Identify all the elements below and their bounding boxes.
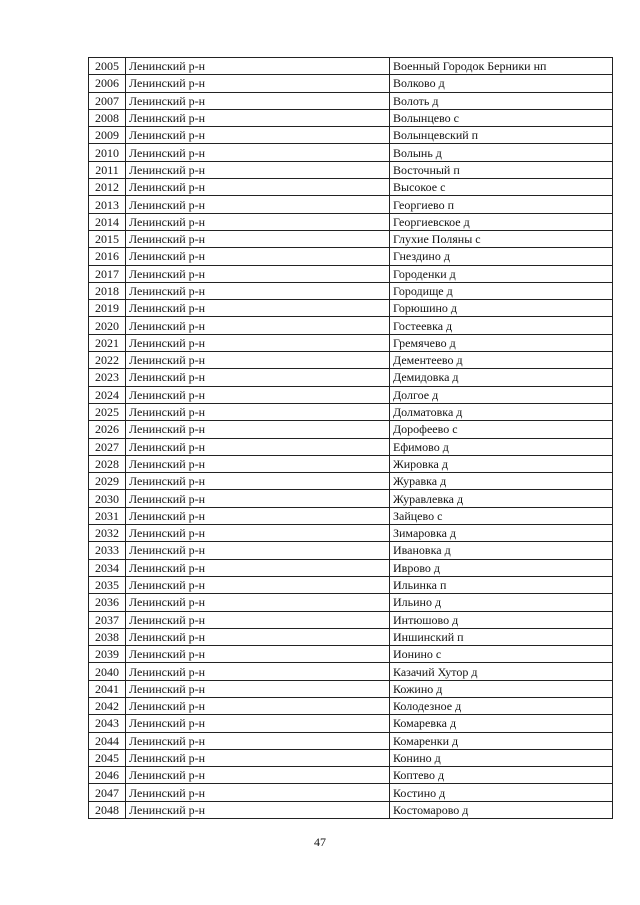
settlements-table — [88, 57, 613, 819]
table-row — [89, 421, 613, 438]
table-row — [89, 767, 613, 784]
district-cell: Ленинский р-н — [126, 282, 390, 299]
district-cell: Ленинский р-н — [126, 438, 390, 455]
district-cell: Ленинский р-н — [126, 352, 390, 369]
table-row — [89, 403, 613, 420]
table-row — [89, 282, 613, 299]
district-cell: Ленинский р-н — [126, 403, 390, 420]
settlement-cell: Дорофеево с — [390, 421, 613, 438]
settlement-cell: Колодезное д — [390, 697, 613, 714]
table-row — [89, 438, 613, 455]
table-row — [89, 265, 613, 282]
district-cell: Ленинский р-н — [126, 542, 390, 559]
district-cell: Ленинский р-н — [126, 628, 390, 645]
settlement-cell: Глухие Поляны с — [390, 230, 613, 247]
row-number-cell: 2009 — [89, 127, 126, 144]
table-row — [89, 801, 613, 818]
table-row — [89, 161, 613, 178]
district-cell: Ленинский р-н — [126, 75, 390, 92]
row-number-cell: 2035 — [89, 576, 126, 593]
table-row — [89, 248, 613, 265]
table-row — [89, 213, 613, 230]
row-number-cell: 2026 — [89, 421, 126, 438]
table-row — [89, 628, 613, 645]
district-cell: Ленинский р-н — [126, 663, 390, 680]
row-number-cell: 2008 — [89, 109, 126, 126]
row-number-cell: 2023 — [89, 369, 126, 386]
settlement-cell: Зайцево с — [390, 507, 613, 524]
row-number-cell: 2045 — [89, 749, 126, 766]
district-cell: Ленинский р-н — [126, 127, 390, 144]
table-row — [89, 334, 613, 351]
table-row — [89, 386, 613, 403]
settlement-cell: Высокое с — [390, 179, 613, 196]
district-cell: Ленинский р-н — [126, 334, 390, 351]
row-number-cell: 2012 — [89, 179, 126, 196]
row-number-cell: 2010 — [89, 144, 126, 161]
settlement-cell: Долгое д — [390, 386, 613, 403]
table-row — [89, 507, 613, 524]
district-cell: Ленинский р-н — [126, 715, 390, 732]
row-number-cell: 2039 — [89, 646, 126, 663]
district-cell: Ленинский р-н — [126, 421, 390, 438]
table-row — [89, 127, 613, 144]
district-cell: Ленинский р-н — [126, 369, 390, 386]
settlement-cell: Журавлевка д — [390, 490, 613, 507]
table-row — [89, 230, 613, 247]
settlement-cell: Ильино д — [390, 594, 613, 611]
settlement-cell: Журавка д — [390, 473, 613, 490]
district-cell: Ленинский р-н — [126, 646, 390, 663]
district-cell: Ленинский р-н — [126, 697, 390, 714]
settlement-cell: Костино д — [390, 784, 613, 801]
settlement-cell: Гостеевка д — [390, 317, 613, 334]
page-number: 47 — [314, 835, 326, 849]
settlement-cell: Кожино д — [390, 680, 613, 697]
table-row — [89, 611, 613, 628]
settlement-cell: Георгиевское д — [390, 213, 613, 230]
settlement-cell: Конино д — [390, 749, 613, 766]
row-number-cell: 2013 — [89, 196, 126, 213]
table-row — [89, 559, 613, 576]
district-cell: Ленинский р-н — [126, 680, 390, 697]
table-row — [89, 680, 613, 697]
settlement-cell: Демидовка д — [390, 369, 613, 386]
district-cell: Ленинский р-н — [126, 784, 390, 801]
row-number-cell: 2036 — [89, 594, 126, 611]
settlement-cell: Ионино с — [390, 646, 613, 663]
district-cell: Ленинский р-н — [126, 386, 390, 403]
district-cell: Ленинский р-н — [126, 92, 390, 109]
settlement-cell: Волынцевский п — [390, 127, 613, 144]
row-number-cell: 2025 — [89, 403, 126, 420]
row-number-cell: 2018 — [89, 282, 126, 299]
row-number-cell: 2033 — [89, 542, 126, 559]
district-cell: Ленинский р-н — [126, 525, 390, 542]
table-row — [89, 594, 613, 611]
table-row — [89, 352, 613, 369]
settlement-cell: Ильинка п — [390, 576, 613, 593]
row-number-cell: 2030 — [89, 490, 126, 507]
district-cell: Ленинский р-н — [126, 594, 390, 611]
settlement-cell: Зимаровка д — [390, 525, 613, 542]
district-cell: Ленинский р-н — [126, 507, 390, 524]
table-row — [89, 715, 613, 732]
row-number-cell: 2021 — [89, 334, 126, 351]
row-number-cell: 2034 — [89, 559, 126, 576]
settlement-cell: Городенки д — [390, 265, 613, 282]
settlement-cell: Интюшово д — [390, 611, 613, 628]
table-row — [89, 490, 613, 507]
row-number-cell: 2040 — [89, 663, 126, 680]
row-number-cell: 2014 — [89, 213, 126, 230]
row-number-cell: 2048 — [89, 801, 126, 818]
settlement-cell: Гнездино д — [390, 248, 613, 265]
table-row — [89, 749, 613, 766]
row-number-cell: 2015 — [89, 230, 126, 247]
settlement-cell: Ивановка д — [390, 542, 613, 559]
district-cell: Ленинский р-н — [126, 161, 390, 178]
row-number-cell: 2038 — [89, 628, 126, 645]
district-cell: Ленинский р-н — [126, 317, 390, 334]
row-number-cell: 2037 — [89, 611, 126, 628]
settlement-cell: Гремячево д — [390, 334, 613, 351]
settlement-cell: Иншинский п — [390, 628, 613, 645]
table-row — [89, 646, 613, 663]
district-cell: Ленинский р-н — [126, 732, 390, 749]
row-number-cell: 2028 — [89, 455, 126, 472]
row-number-cell: 2011 — [89, 161, 126, 178]
row-number-cell: 2017 — [89, 265, 126, 282]
row-number-cell: 2029 — [89, 473, 126, 490]
settlement-cell: Дементеево д — [390, 352, 613, 369]
district-cell: Ленинский р-н — [126, 559, 390, 576]
settlement-cell: Городище д — [390, 282, 613, 299]
district-cell: Ленинский р-н — [126, 749, 390, 766]
district-cell: Ленинский р-н — [126, 611, 390, 628]
row-number-cell: 2042 — [89, 697, 126, 714]
table-row — [89, 300, 613, 317]
district-cell: Ленинский р-н — [126, 265, 390, 282]
district-cell: Ленинский р-н — [126, 767, 390, 784]
settlement-cell: Волково д — [390, 75, 613, 92]
settlement-cell: Иврово д — [390, 559, 613, 576]
table-row — [89, 196, 613, 213]
row-number-cell: 2044 — [89, 732, 126, 749]
district-cell: Ленинский р-н — [126, 455, 390, 472]
table-row — [89, 473, 613, 490]
settlement-cell: Костомарово д — [390, 801, 613, 818]
settlement-cell: Волынцево с — [390, 109, 613, 126]
table-row — [89, 576, 613, 593]
row-number-cell: 2007 — [89, 92, 126, 109]
district-cell: Ленинский р-н — [126, 230, 390, 247]
table-row — [89, 75, 613, 92]
table-row — [89, 542, 613, 559]
row-number-cell: 2032 — [89, 525, 126, 542]
settlement-cell: Волынь д — [390, 144, 613, 161]
row-number-cell: 2019 — [89, 300, 126, 317]
row-number-cell: 2046 — [89, 767, 126, 784]
district-cell: Ленинский р-н — [126, 58, 390, 75]
table-row — [89, 784, 613, 801]
table-body — [89, 58, 613, 819]
table-row — [89, 109, 613, 126]
settlement-cell: Долматовка д — [390, 403, 613, 420]
settlement-cell: Георгиево п — [390, 196, 613, 213]
district-cell: Ленинский р-н — [126, 576, 390, 593]
table-row — [89, 697, 613, 714]
table-row — [89, 92, 613, 109]
district-cell: Ленинский р-н — [126, 801, 390, 818]
settlement-cell: Восточный п — [390, 161, 613, 178]
district-cell: Ленинский р-н — [126, 490, 390, 507]
settlement-cell: Коптево д — [390, 767, 613, 784]
row-number-cell: 2016 — [89, 248, 126, 265]
table-row — [89, 317, 613, 334]
district-cell: Ленинский р-н — [126, 473, 390, 490]
table-row — [89, 732, 613, 749]
settlement-cell: Комаревка д — [390, 715, 613, 732]
row-number-cell: 2043 — [89, 715, 126, 732]
settlement-cell: Горюшино д — [390, 300, 613, 317]
table-row — [89, 144, 613, 161]
table-row — [89, 663, 613, 680]
table-row — [89, 58, 613, 75]
settlement-cell: Казачий Хутор д — [390, 663, 613, 680]
district-cell: Ленинский р-н — [126, 300, 390, 317]
settlement-cell: Ефимово д — [390, 438, 613, 455]
district-cell: Ленинский р-н — [126, 196, 390, 213]
row-number-cell: 2041 — [89, 680, 126, 697]
row-number-cell: 2006 — [89, 75, 126, 92]
row-number-cell: 2047 — [89, 784, 126, 801]
district-cell: Ленинский р-н — [126, 144, 390, 161]
table-row — [89, 369, 613, 386]
settlement-cell: Военный Городок Берники нп — [390, 58, 613, 75]
row-number-cell: 2024 — [89, 386, 126, 403]
row-number-cell: 2020 — [89, 317, 126, 334]
row-number-cell: 2005 — [89, 58, 126, 75]
settlement-cell: Комаренки д — [390, 732, 613, 749]
district-cell: Ленинский р-н — [126, 109, 390, 126]
row-number-cell: 2031 — [89, 507, 126, 524]
row-number-cell: 2022 — [89, 352, 126, 369]
table-row — [89, 525, 613, 542]
settlement-cell: Жировка д — [390, 455, 613, 472]
table-row — [89, 455, 613, 472]
district-cell: Ленинский р-н — [126, 179, 390, 196]
district-cell: Ленинский р-н — [126, 213, 390, 230]
table-row — [89, 179, 613, 196]
settlement-cell: Волоть д — [390, 92, 613, 109]
district-cell: Ленинский р-н — [126, 248, 390, 265]
row-number-cell: 2027 — [89, 438, 126, 455]
